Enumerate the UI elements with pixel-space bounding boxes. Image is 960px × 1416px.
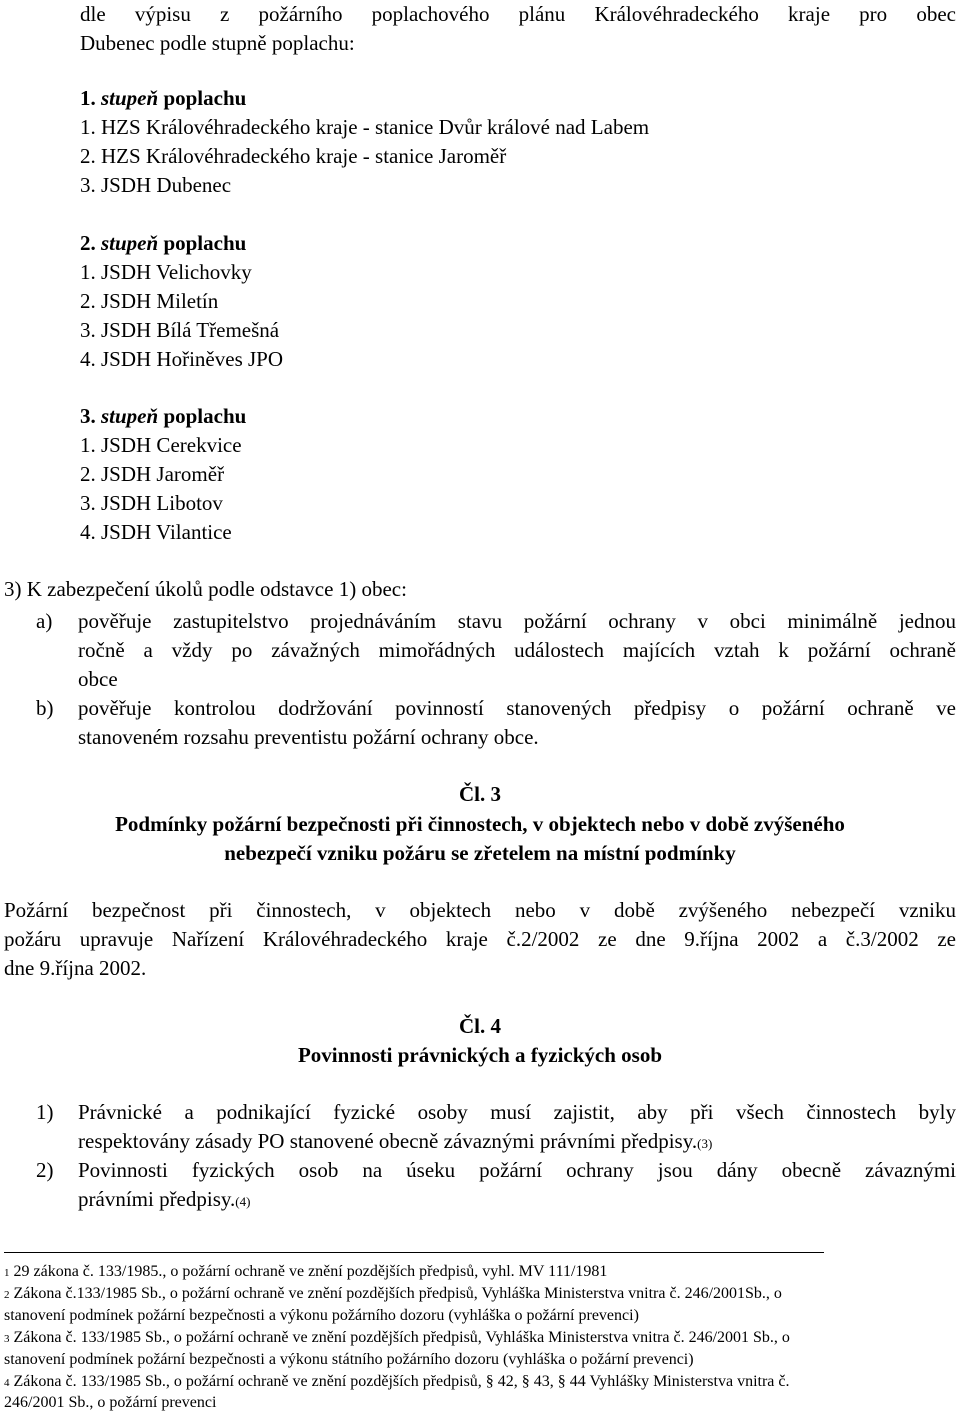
footnote-4 [4,1373,789,1391]
alarm-level-heading [80,229,246,258]
footnote-text: Zákona č. 133/1985 Sb., o požární ochraně ve znění pozdějších předpisů, Vyhláška Ministerstva vnitra č. 246/2001 Sb., o [13,1329,790,1346]
section-3a-line: ročně a vždy po závažných mimořádných událostech majících vztah k požární ochraně [78,638,956,662]
footnote-number: 1 [4,1267,10,1279]
article-3-number: Čl. 3 [459,782,501,806]
alarm-level-word: stupeň [101,404,159,428]
article-4-title: Povinnosti právnických a fyzických osob [297,1043,663,1067]
alarm-level-number: 3. [80,404,96,428]
footnote-text: 29 zákona č. 133/1985., o požární ochraně ve znění pozdějších předpisů, vyhl. MV 111/1981 [13,1263,608,1280]
article-4-item-2-line: Povinnosti fyzických osob na úseku požární ochrany jsou dány obecně závaznými [78,1158,956,1182]
intro-line-1: dle výpisu z požárního poplachového plánu Královéhradeckého kraje pro obec [80,2,956,26]
alarm-level-heading [80,402,246,431]
article-4-item-1-line [78,1127,712,1158]
section-3-heading: 3) K zabezpečení úkolů podle odstavce 1) obec: [4,577,407,601]
article-4-number: Čl. 4 [459,1014,501,1038]
alarm-unit: 3. JSDH Libotov [80,491,223,515]
footnote-3 [4,1329,790,1347]
alarm-unit: 4. JSDH Hořiněves JPO [80,347,284,371]
article-4-item-1-line: Právnické a podnikající fyzické osoby musí zajistit, aby při všech činnostech byly [78,1100,956,1124]
alarm-level-rest: poplachu [163,231,247,255]
alarm-level-word: stupeň [101,231,159,255]
alarm-level-rest: poplachu [163,404,247,428]
article-3-title-line-1: Podmínky požární bezpečnosti při činnostech, v objektech nebo v době zvýšeného [115,812,845,836]
article-3-paragraph-line: dne 9.října 2002. [4,956,147,980]
section-3b-line: pověřuje kontrolou dodržování povinností stanovených předpisy o požární ochraně ve [78,696,956,720]
footnote-ref: (3) [697,1136,713,1151]
footnote-3-continued: stanovení podmínek požární bezpečnosti a výkonu státního požárního dozoru (vyhláška o požární prevenci) [4,1351,694,1368]
article-3-paragraph-line: Požární bezpečnost při činnostech, v objektech nebo v době zvýšeného nebezpečí vzniku [4,898,956,922]
footnote-number: 4 [4,1377,10,1389]
alarm-unit: 1. HZS Královéhradeckého kraje - stanice Dvůr králové nad Labem [80,115,650,139]
footnote-2 [4,1285,782,1303]
alarm-level-rest: poplachu [163,86,247,110]
alarm-unit: 3. JSDH Dubenec [80,173,232,197]
alarm-unit: 4. JSDH Vilantice [80,520,232,544]
section-3a-line: obce [78,667,118,691]
alarm-unit: 3. JSDH Bílá Třemešná [80,318,280,342]
alarm-unit: 2. JSDH Miletín [80,289,219,313]
alarm-level-number: 2. [80,231,96,255]
list-label-1: 1) [36,1100,54,1124]
footnote-2-continued: stanovení podmínek požární bezpečnosti a výkonu požárního dozoru (vyhláška o požární prevenci) [4,1307,639,1324]
alarm-level-heading [80,84,246,113]
list-label-a: a) [36,609,53,633]
list-label-2: 2) [36,1158,54,1182]
intro-line-2: Dubenec podle stupně poplachu: [80,31,355,55]
footnote-text: Zákona č.133/1985 Sb., o požární ochraně ve znění pozdějších předpisů, Vyhláška Ministerstva vnitra č. 246/2001Sb., o [13,1285,782,1302]
alarm-unit: 1. JSDH Velichovky [80,260,252,284]
article-4-item-2-text: právními předpisy. [78,1187,236,1211]
alarm-level-number: 1. [80,86,96,110]
footnote-separator [4,1252,824,1253]
section-3a-line: pověřuje zastupitelstvo projednáváním stavu požární ochrany v obci minimálně jednou [78,609,956,633]
footnote-ref: (4) [235,1194,251,1209]
footnote-1 [4,1263,607,1281]
article-3-paragraph-line: požáru upravuje Nařízení Královéhradeckého kraje č.2/2002 ze dne 9.října 2002 a č.3/2002 ze [4,927,956,951]
article-3-title-line-2: nebezpečí vzniku požáru se zřetelem na místní podmínky [224,841,736,865]
list-label-b: b) [36,696,54,720]
article-4-item-1-text: respektovány zásady PO stanovené obecně závaznými právními předpisy. [78,1129,698,1153]
alarm-unit: 1. JSDH Cerekvice [80,433,242,457]
footnote-text: Zákona č. 133/1985 Sb., o požární ochraně ve znění pozdějších předpisů, § 42, § 43, § 44 Vyhlášky Ministerstva vnitra č. [13,1373,790,1390]
footnote-number: 3 [4,1333,10,1345]
alarm-level-word: stupeň [101,86,159,110]
article-4-item-2-line [78,1185,250,1216]
alarm-unit: 2. JSDH Jaroměř [80,462,225,486]
section-3b-line: stanoveném rozsahu preventistu požární ochrany obce. [78,725,539,749]
alarm-unit: 2. HZS Královéhradeckého kraje - stanice Jaroměř [80,144,507,168]
footnote-number: 2 [4,1289,10,1301]
footnote-4-continued: 246/2001 Sb., o požární prevenci [4,1394,217,1411]
